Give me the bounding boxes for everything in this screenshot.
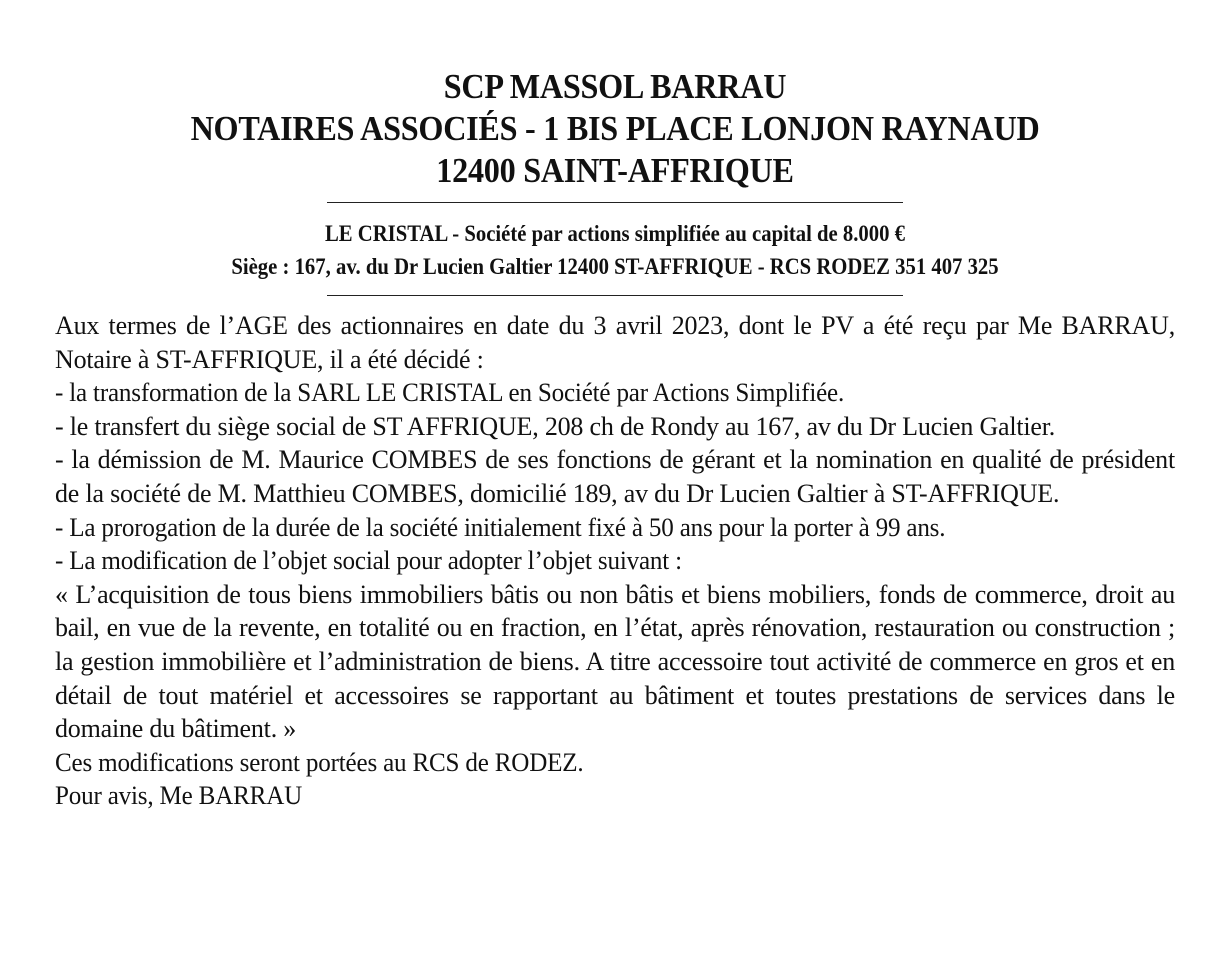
divider-top: [327, 202, 903, 203]
decision-transfer: - le transfert du siège social de ST AFFRIQUE, 208 ch de Rondy au 167, av du Dr Lucien Galtier.: [55, 411, 1056, 441]
closing-statement-text: Ces modifications seront portées au RCS de RODEZ.: [55, 747, 584, 777]
company-title: LE CRISTAL - Société par actions simplifiée au capital de 8.000 €: [324, 221, 905, 246]
notary-city: 12400 SAINT-AFFRIQUE: [436, 151, 794, 190]
intro-paragraph: Aux termes de l’AGE des actionnaires en date du 3 avril 2023, dont le PV a été reçu par Me BARRAU, Notaire à ST-AFFRIQUE, il a été décidé :: [55, 311, 1175, 374]
decision-resignation-nomination: - la démission de M. Maurice COMBES de ses fonctions de gérant et la nomination en qualité de président de la société de M. Matthieu COMBES, domicilié 189, av du Dr Lucien Galtier à ST-AFFRIQUE.: [55, 445, 1175, 508]
notary-header: [100, 66, 1130, 192]
company-info: [111, 217, 1119, 283]
decision-transformation-text: - la transformation de la SARL LE CRISTAL en Société par Actions Simplifiée.: [55, 378, 845, 408]
notary-name: SCP MASSOL BARRAU: [443, 67, 787, 106]
divider-bottom: [327, 295, 903, 296]
company-registered-office: Siège : 167, av. du Dr Lucien Galtier 12400 ST-AFFRIQUE - RCS RODEZ 351 407 325: [231, 254, 999, 279]
decision-object-change-text: - La modification de l’objet social pour adopter l’objet suivant :: [55, 546, 682, 576]
decision-object-change: [55, 544, 1175, 578]
decision-prorogation: [55, 511, 1175, 545]
closing-statement: [55, 746, 1175, 780]
notary-address: NOTAIRES ASSOCIÉS - 1 BIS PLACE LONJON RAYNAUD: [190, 109, 1040, 148]
signature-text: Pour avis, Me BARRAU: [55, 781, 303, 811]
notice-body: [55, 309, 1175, 813]
legal-notice: [55, 66, 1175, 813]
signature: [55, 779, 1175, 813]
decision-prorogation-text: - La prorogation de la durée de la société initialement fixé à 50 ans pour la porter à 99 ans.: [55, 512, 946, 542]
decision-transformation: [55, 376, 1175, 410]
social-object-quote: « L’acquisition de tous biens immobiliers bâtis ou non bâtis et biens mobiliers, fonds de commerce, droit au bail, en vue de la revente, en totalité ou en fraction, en l’état, après rénovation, restauration ou construction ; la gestion immobilière et l’administration de biens. A titre accessoire tout activité de commerce en gros et en détail de tout matériel et accessoires se rapportant au bâtiment et toutes prestations de services dans le domaine du bâtiment. »: [55, 579, 1175, 744]
